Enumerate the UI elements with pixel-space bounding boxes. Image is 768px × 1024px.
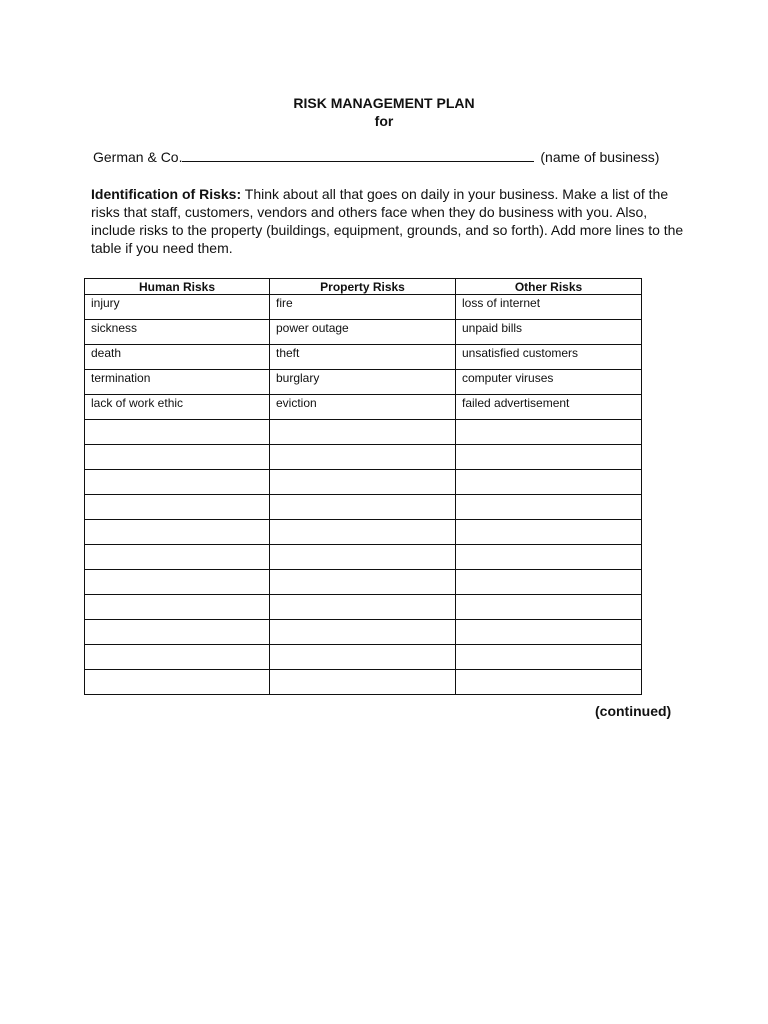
- table-row: [85, 445, 642, 470]
- table-cell[interactable]: [85, 670, 270, 695]
- table-cell[interactable]: [270, 520, 456, 545]
- table-cell[interactable]: [85, 495, 270, 520]
- table-cell[interactable]: failed advertisement: [456, 395, 642, 420]
- table-row: [85, 520, 642, 545]
- table-row: [85, 570, 642, 595]
- table-cell[interactable]: death: [85, 345, 270, 370]
- table-cell[interactable]: [85, 645, 270, 670]
- table-cell[interactable]: theft: [270, 345, 456, 370]
- table-row: [85, 370, 642, 395]
- table-cell[interactable]: [85, 545, 270, 570]
- table-cell[interactable]: termination: [85, 370, 270, 395]
- table-cell[interactable]: [456, 445, 642, 470]
- table-cell[interactable]: loss of internet: [456, 295, 642, 320]
- table-cell[interactable]: [456, 520, 642, 545]
- business-name-line: [93, 148, 659, 166]
- table-cell[interactable]: [456, 570, 642, 595]
- table-row: [85, 595, 642, 620]
- table-cell[interactable]: unpaid bills: [456, 320, 642, 345]
- table-row: [85, 295, 642, 320]
- table-cell[interactable]: [456, 645, 642, 670]
- table-cell[interactable]: [85, 470, 270, 495]
- table-cell[interactable]: [270, 595, 456, 620]
- table-cell[interactable]: [456, 470, 642, 495]
- table-cell[interactable]: [270, 670, 456, 695]
- continued-note: (continued): [595, 703, 672, 719]
- table-cell[interactable]: [456, 595, 642, 620]
- identification-paragraph: [91, 185, 691, 257]
- table-cell[interactable]: [270, 495, 456, 520]
- table-cell[interactable]: eviction: [270, 395, 456, 420]
- table-cell[interactable]: [85, 570, 270, 595]
- column-header-other-risks: Other Risks: [456, 279, 642, 295]
- risks-table: [84, 278, 642, 695]
- business-name: German & Co.: [93, 149, 183, 165]
- table-row: [85, 420, 642, 445]
- table-header-row: [85, 279, 642, 295]
- table-cell[interactable]: [270, 545, 456, 570]
- table-cell[interactable]: power outage: [270, 320, 456, 345]
- table-cell[interactable]: [456, 420, 642, 445]
- document-title: RISK MANAGEMENT PLAN: [293, 95, 475, 111]
- table-cell[interactable]: [456, 545, 642, 570]
- table-row: [85, 320, 642, 345]
- column-header-human-risks: Human Risks: [85, 279, 270, 295]
- risks-table-body: [85, 295, 642, 695]
- table-cell[interactable]: [270, 470, 456, 495]
- table-cell[interactable]: fire: [270, 295, 456, 320]
- table-row: [85, 620, 642, 645]
- column-header-property-risks: Property Risks: [270, 279, 456, 295]
- table-cell[interactable]: lack of work ethic: [85, 395, 270, 420]
- document-subtitle: for: [374, 113, 394, 129]
- table-row: [85, 670, 642, 695]
- table-cell[interactable]: [85, 620, 270, 645]
- table-cell[interactable]: computer viruses: [456, 370, 642, 395]
- table-cell[interactable]: [85, 445, 270, 470]
- table-row: [85, 345, 642, 370]
- table-cell[interactable]: [270, 570, 456, 595]
- business-name-underline: [182, 149, 534, 162]
- table-row: [85, 495, 642, 520]
- identification-heading: Identification of Risks:: [91, 186, 242, 202]
- table-cell[interactable]: sickness: [85, 320, 270, 345]
- table-cell[interactable]: [270, 420, 456, 445]
- table-cell[interactable]: [456, 495, 642, 520]
- table-cell[interactable]: burglary: [270, 370, 456, 395]
- table-cell[interactable]: [85, 520, 270, 545]
- table-cell[interactable]: [270, 445, 456, 470]
- identification-text: Think about all that goes on daily in your business. Make a list of the risks that staff, customers, vendors and others face when they do business with you. Also, include risks to the property (buildings, equipment, grounds, and so forth). Add more lines to the table if you need them.: [91, 186, 684, 256]
- table-cell[interactable]: [85, 420, 270, 445]
- table-cell[interactable]: injury: [85, 295, 270, 320]
- table-cell[interactable]: [456, 620, 642, 645]
- table-cell[interactable]: [85, 595, 270, 620]
- table-row: [85, 470, 642, 495]
- business-name-hint: (name of business): [540, 149, 660, 165]
- table-cell[interactable]: [456, 670, 642, 695]
- table-cell[interactable]: [270, 645, 456, 670]
- table-cell[interactable]: [270, 620, 456, 645]
- table-row: [85, 645, 642, 670]
- table-row: [85, 545, 642, 570]
- table-cell[interactable]: unsatisfied customers: [456, 345, 642, 370]
- table-row: [85, 395, 642, 420]
